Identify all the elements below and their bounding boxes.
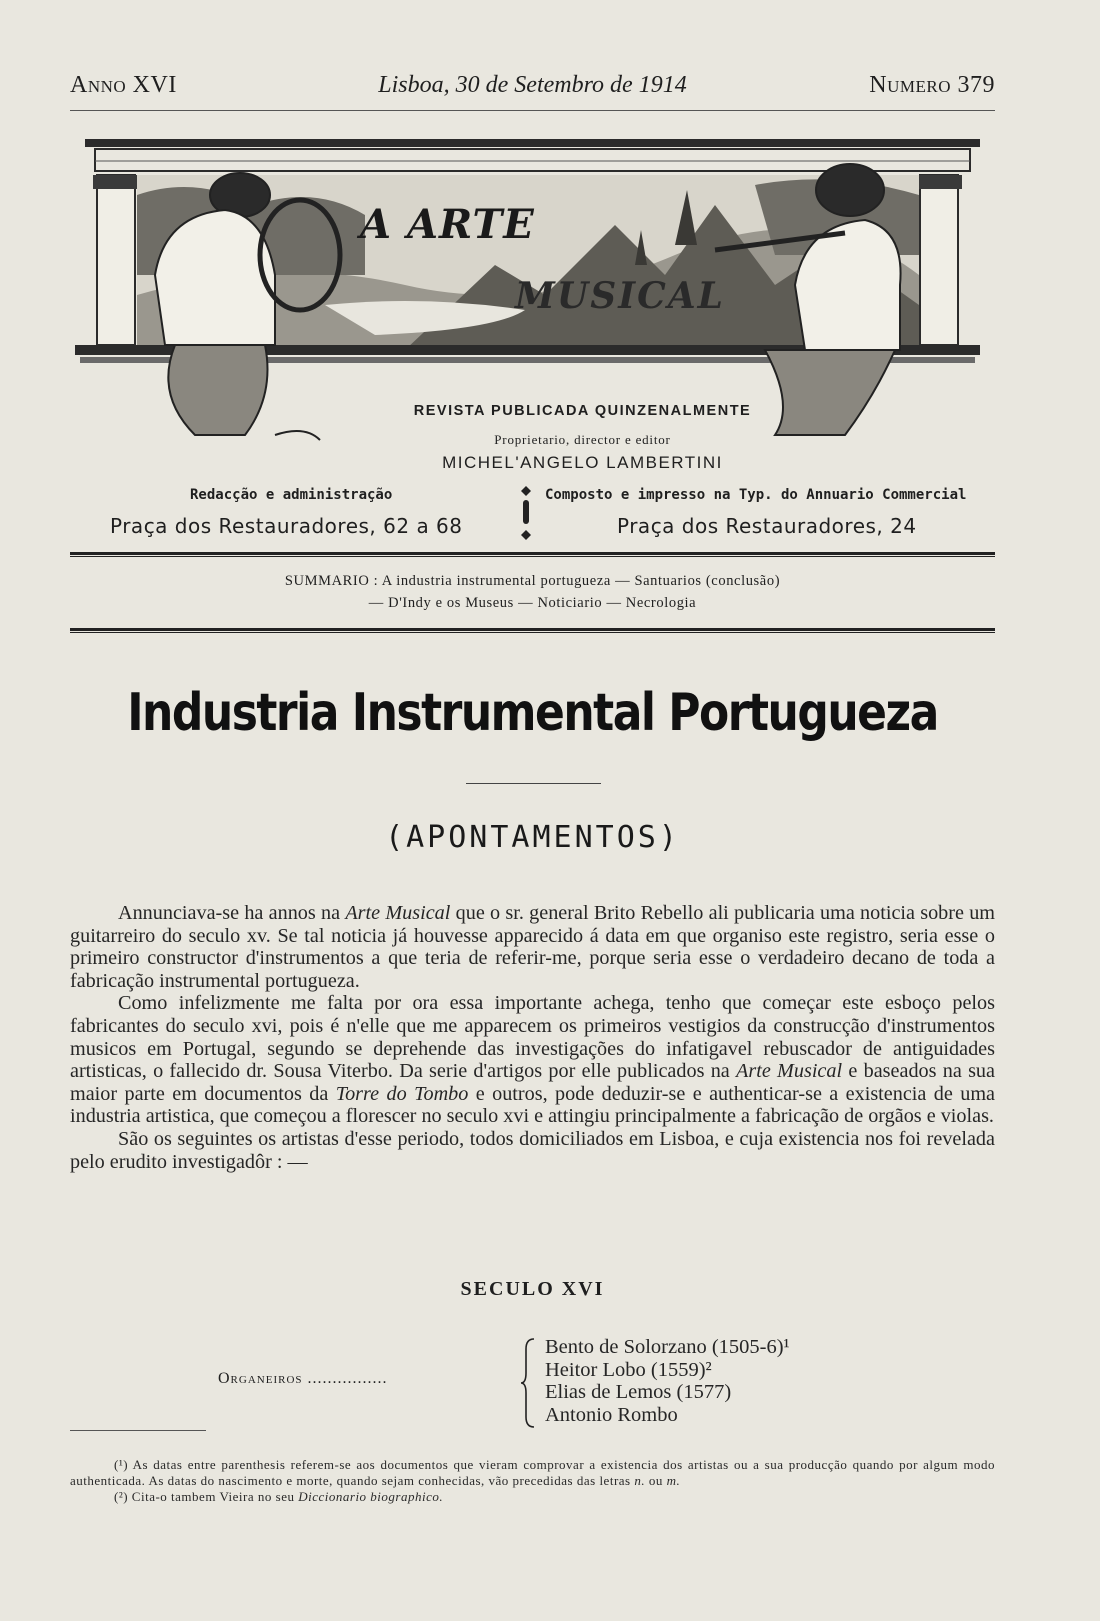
masthead-title-second: MUSICAL: [515, 275, 725, 317]
redaction-address: Praça dos Restauradores, 62 a 68: [110, 514, 463, 538]
organeiros-list: [545, 1336, 790, 1426]
article-title: Industria Instrumental Portugueza: [127, 683, 938, 744]
date-line: Lisboa, 30 de Setembro de 1914: [378, 72, 687, 98]
issue-number: Numero 379: [869, 72, 995, 98]
running-head: [70, 72, 995, 106]
redaction-label: Redacção e administração: [190, 487, 393, 503]
list-item: Elias de Lemos (1577): [545, 1381, 732, 1403]
owner-name: MICHEL'ANGELO LAMBERTINI: [442, 453, 723, 472]
title-rule: [466, 783, 601, 784]
volume-number: Anno XVI: [70, 72, 177, 98]
article-body: [70, 902, 995, 1173]
footnotes: [70, 1457, 995, 1505]
masthead-title: A ARTE: [360, 201, 535, 248]
masthead: [75, 135, 990, 472]
footnote-1: (¹) As datas entre parenthesis referem-se aos documentos que vieram comprovar a existencia dos artistas ou a sua producção quando por algum modo authenticada. As datas do nascimento e morte, quando sejam conhecidas, vão precedidas das letras n. ou m.: [70, 1457, 995, 1488]
footnote-rule: [70, 1430, 206, 1431]
printer-label: Composto e impresso na Typ. do Annuario Commercial: [545, 487, 967, 503]
printer-address: Praça dos Restauradores, 24: [617, 514, 917, 538]
list-item: Bento de Solorzano (1505-6)¹: [545, 1336, 790, 1358]
summary-line-2: — D'Indy e os Museus — Noticiario — Necrologia: [368, 595, 697, 611]
header-rule: [70, 110, 995, 111]
organeiros-label: Organeiros ................: [218, 1370, 388, 1387]
paragraph-3: São os seguintes os artistas d'esse periodo, todos domiciliados em Lisboa, e cuja existencia nos foi revelada pelo erudito investigadôr : —: [70, 1127, 995, 1173]
summary-bottom-rule: [70, 628, 995, 633]
footnote-2: (²) Cita-o tambem Vieira no seu Diccionario biographico.: [114, 1489, 444, 1504]
section-heading: SECULO XVI: [460, 1278, 605, 1300]
brace-icon: [520, 1337, 538, 1429]
summary-line-1: SUMMARIO : A industria instrumental portugueza — Santuarios (conclusão): [284, 573, 781, 589]
masthead-subtitle: REVISTA PUBLICADA QUINZENALMENTE: [413, 403, 752, 419]
paragraph-2: Como infelizmente me falta por ora essa importante achega, tenho que começar este esboço pelos fabricantes do seculo xvi, pois é n'elle que me apparecem os primeiros vestigios da construcção d'instrumentos musicos em Portugal, segundo se deprehende das investigações do infatigavel rebuscador de antiguidades artisticas, o fallecido dr. Sousa Viterbo. Da serie d'artigos por elle publicados na Arte Musical e baseados na sua maior parte em documentos da Torre do Tombo e outros, pode deduzir-se e authenticar-se a existencia de uma industria artistica, que começou a florescer no seculo xvi e attingiu principalmente a fabricação de orgãos e violas.: [70, 992, 995, 1128]
paragraph-1: Annunciava-se ha annos na Arte Musical que o sr. general Brito Rebello ali publicaria uma noticia sobre um guitarreiro do seculo xv. Se tal noticia já houvesse apparecido á data em que organiso este registro, seria esse o primeiro constructor d'instrumentos a que teria de referir-me, porque seria esse o verdadeiro decano de toda a fabricação instrumental portugueza.: [70, 902, 996, 992]
ornament-divider: [519, 486, 533, 542]
proprietor-line: Proprietario, director e editor: [494, 432, 671, 447]
list-item: Antonio Rombo: [545, 1403, 678, 1426]
article-subtitle: (APONTAMENTOS): [385, 820, 680, 855]
list-item: Heitor Lobo (1559)²: [545, 1358, 712, 1381]
summary: [70, 570, 995, 614]
summary-top-rule: [70, 552, 995, 557]
